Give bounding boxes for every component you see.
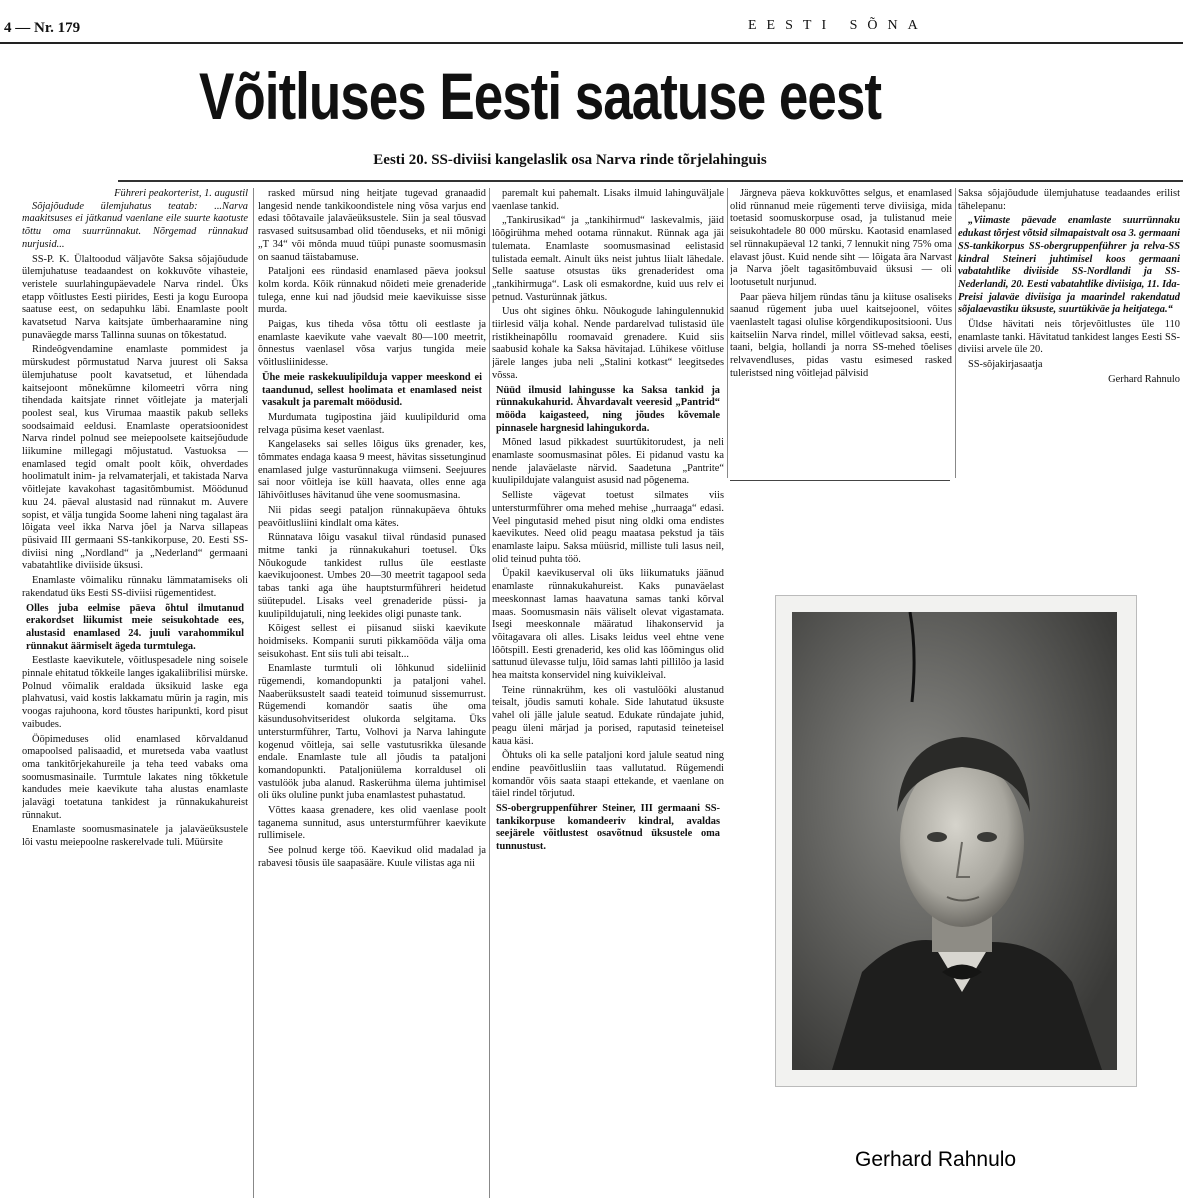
paragraph: Murdumata tugipostina jäid kuulipildurid oma relvaga püsima keset vaenlast. <box>258 411 486 436</box>
paragraph: Järgneva päeva kokkuvõttes selgus, et enamlased olid rünnanud meie rügementi terve diviisiga, mida toetasid soomuskorpuse osad, ja tulistanud meie seisukohtadele 80 000 mürsku. Kaotasid enamlased sel rünnakupäeval 12 tanki, 7 lennukit ning 75% oma elavast jõust. Kuid nende siht — lõigata ära Narvast ja Narva jõelt tagasitõmbuvaid üksusi — oli lootusetult nurjunud. <box>730 188 952 288</box>
paragraph: Eestlaste kaevikutele, võitluspesadele ning soisele pinnale ehitatud tõkkeile langes igakaliibrilisi mürske. Polnud võimalik eraldada üksikuid laske ega plahvatusi, vaid kostis lakkamatu mürin ja ragin, mis voogas rajuhoona, kord tõustes haripunkti, kord pisut vaibudes. <box>22 655 248 730</box>
paragraph: Õhtuks oli ka selle pataljoni kord jalule seatud ning endine peavõitlusliin taas vallutatud. Rügemendi komandör võis saata staapi ettekande, et vaenlane on täiel rindel tõrjutud. <box>492 750 724 800</box>
article-column-1 <box>22 188 248 1198</box>
masthead: EESTI SÕNA <box>748 18 928 33</box>
paragraph: paremalt kui pahemalt. Lisaks ilmuid lahinguväljale vaenlase tankid. <box>492 188 724 212</box>
bold-subhead: Nüüd ilmusid lahingusse ka Saksa tankid ja rünnakukahurid. Ähvardavalt veeresid „Pantrid“ mööda kaigasteed, ning jõudes kõvemale pinnasele hargnesid lahingukorda. <box>496 384 720 434</box>
article-column-5 <box>958 188 1180 473</box>
paragraph: Rindeõgvendamine enamlaste pommidest ja mürskudest põrmustatud Narva juurest oli Saksa ülemjuhatuse poolt kavatsetud, et lühendada kaitsejoont mõnekümne kilomeetri võrra ning tihendada kaitsjate rinnet võitlejate ja materjali poolest seal, kus Virumaa maastik pakub selleks soodsaimaid eeldusi. Enamlaste operatsioonidest Narva rindel polnud see meiepoolsete kaitsejõudude liikumine millegagi mõjustatud. Vastuoksa — enamlased tegid omalt poolt kõik, ohverdades hoolimatult inim- ja relvamaterjali, et takistada Narva võitlejate kavakohast tagasitõmbumist. Möödunud kuu 24. päeval alustasid nad rünnakut m. Auvere sopist, et välja tungida Soome laheni ning tagalast ära lõigata veel ikka Narva jõel ja Narva sillapeas püsivaid III germaani SS-tankikorpuse, 20. Eesti SS-diviisi ning „Nordland“ ja „Nederland“ germaani vabatahtlike diviiside üksusi. <box>22 344 248 572</box>
paragraph: Enamlaste võimaliku rünnaku lämmatamiseks oli rakendatud üks Eesti SS-diviisi rügementidest. <box>22 575 248 599</box>
lead-paragraph: Sõjajõudude ülemjuhatus teatab: ...Narva maakitsuses ei jätkanud vaenlane eile suurte kaotuste tõttu oma suurrünnakut. Nõrgemad rünnakud nurjusid... <box>22 200 248 250</box>
article-column-2 <box>258 188 486 1198</box>
bold-subhead: Ühe meie raskekuulipilduja vapper meeskond ei taandunud, sellest hoolimata et enamlased neist vasakult ja paremalt möödusid. <box>262 371 482 409</box>
issue-number: 4 — Nr. 179 <box>4 20 81 36</box>
paragraph: Pataljoni ees ründasid enamlased päeva jooksul kolm korda. Kõik rünnakud nõideti meie grenaderide tulega, enne kui nad jõudsid meie kaevikuisse sisse murda. <box>258 266 486 316</box>
paragraph: Paar päeva hiljem ründas tänu ja kiituse osaliseks saanud rügement juba uuel kaitsejoonel, võites vaenlastelt tagasi olulise kõrgendikupositsiooni. Uus kaitseliin Narva rindel, millel võitlevad saksa, eesti, taani, belgia, hollandi ja norra SS-mehed tõelises relvavendluses, pidas vastu esimesed rasked tuleristsed ning võitlejad pälvisid <box>730 291 952 379</box>
top-rule <box>0 42 1183 44</box>
paragraph: SS-P. K. Ülaltoodud väljavõte Saksa sõjajõudude ülemjuhatuse teadaandest on kokkuvõte vihasteie, veristele suurlahingupäevadele Narva rindel. Üks etapp võitlustes Eesti piirides, Eesti ja kogu Euroopa saatuse eest, on sedapuhku läbi. Enamlaste poolt kavatsetud Narva kaitsjate ümberhaaramine ning punaväegde marss Tallinna suunas on tõkestatud. <box>22 253 248 341</box>
paragraph: „Tankirusikad“ ja „tankihirmud“ laskevalmis, jäid lõõgirühma mehed ootama rünnakut. Rünnak aga jäi tulemata. Enamlaste soomusmasinad eelistasid tulistada eemalt. Ainult üks neist juhtus liialt lähedale. Selle saatuse otsustas üks grenaderidest oma „tankihirmuga“. Lask oli esmakordne, kuid uus relv ei petnud. Vasturünnak jätkus. <box>492 215 724 303</box>
byline-role: SS-sõjakirjasaatja <box>968 359 1043 371</box>
paragraph: Üldse hävitati neis tõrjevõitlustes üle 110 enamlaste tanki. Hävitatud tankidest langes Eesti SS-diviisi arvele üle 20. <box>958 319 1180 356</box>
paragraph: Selliste vägevat toetust silmates viis untersturmführer oma mehed mehise „hurraaga“ edasi. Veel pingutasid mehed pisut ning oldki oma endistes kaevikutes. Need olid peagu maatasa pekstud ja täis enamlaste laipu. Saksa müüsrid, milliste tuli lasus neil, olid teinud puhta töö. <box>492 490 724 565</box>
article-column-3 <box>492 188 724 1198</box>
article-column-4 <box>730 188 952 473</box>
paragraph: Uus oht sigines õhku. Nõukogude lahingulennukid tiirlesid välja kohal. Nende pardarelvad tulistasid üle ristikheinapõllu roomavaid grenadere. Kuid siis saabusid kohale ka Saksa hävitajad. Lühikese võitluse järele langes juba neli „Stalini kotkast“ leegitsedes võssa. <box>492 306 724 381</box>
bold-subhead: Olles juba eelmise päeva õhtul ilmutanud erakordset liikumist meie seisukohtade ees, alustasid enamlased 24. juuli varahommikul rünnakut äärmiselt ägeda turmtulega. <box>26 602 244 652</box>
column-divider <box>955 188 956 478</box>
paragraph: Teine rünnakrühm, kes oli vastulööki alustanud teisalt, jõudis samuti kohale. Side lahutatud üksuste vahel oli jälle jalule seatud. Edukate ründajate juhid, peagu üleni märjad ja porised, raputasid teineteisel kaua käsi. <box>492 684 724 747</box>
paragraph: rasked mürsud ning heitjate tugevad granaadid langesid nende tankikoondistele ning võsa varjus end edasi tõõtavaile jalaväeüksustele. Siin ja seal tõusvad rasvased suitsusambad olid tõenduseks, et nii mõnigi „T 34“ või mõnda muud tüüpi punaste soomusmasin on saanud täistabamuse. <box>258 188 486 263</box>
paragraph: Enamlaste soomusmasinatele ja jalaväeüksustele lõi vastu meiepoolne raskerelvade tuli. Müürsite <box>22 824 248 849</box>
paragraph: Ööpimeduses olid enamlased kõrvaldanud omapoolsed palisaadid, et muretseda vaba vaatlust oma tankitõrjekahureile ja teha teed vabaks oma soomusmasinaile. Turmtule lakates ning tõkketule kandudes meie kaevikute taha alustas enamlaste jalavägi toetatuna tankidest ja rünnakukahureist rünnakut. <box>22 733 248 821</box>
bold-subhead: SS-obergruppenführer Steiner, III germaani SS-tankikorpuse komandeeriv kindral, avaldas seejärele võitlustest osavõtnud üksustele oma tunnustust. <box>496 803 720 853</box>
column-end-rule <box>730 480 950 481</box>
column-divider <box>727 188 728 478</box>
paragraph: Saksa sõjajõudude ülemjuhatuse teadaandes erilist tähelepanu: <box>958 188 1180 212</box>
paragraph: See polnud kerge töö. Kaevikud olid madalad ja rabavesi tõusis üle saapasääre. Kuule vilistas aga nii <box>258 845 486 869</box>
paragraph: Üpakil kaevikuserval oli üks liikumatuks jäänud enamlaste rünnakukahureist. Kaks punaväelast meeskonnast lamas haavatuna samas tanki kõrval maas. Soomusmasin näis väliselt olevat vigastamata. Isegi meeskonnale määratud lihakonservid ja võitagavara oli alles. Lisaks leidus veel ehtne vene lõõtspill. Eesti grenaderid, kes olid kas lõõmingus olid sattunud ülevasse tulju, lõid samas lahti pillilõo ja lasid hea maitsta konservidel ning kuivikleival. <box>492 568 724 682</box>
byline-name: Gerhard Rahnulo <box>1108 373 1180 385</box>
paragraph: Mõned lasud pikkadest suurtükitorudest, ja neli enamlaste soomusmasinat põles. Ei pidanud vastu ka nende jalaväelaste närvid. Saadetuna „Pantrite“ kuulipildujate valanguist asusid nad põgenema. <box>492 437 724 487</box>
paragraph: Enamlaste turmtuli oli lõhkunud sideliinid rügemendi, komandopunkti ja pataljoni vahel. Naaberüksustelt saadi teateid toimunud sissemurrust. Rügemendi komandör saatis ühe oma käsundusohvitseridest olukorda selgitama. Üks untersturmführer, Tartu, Volhovi ja Narva lahingute kogenud võitleja, sai selle vastutusrikka ülesande endale. Enamlaste tule all jõudis ta pataljoni komandopunkti. Pataljoniülema korraldusel oli vastulöök juba alanud. Raskerühma ülema juhtimisel oli üks oluline punkt juba enamlastest puhastatud. <box>258 663 486 802</box>
dateline: Führeri peakorterist, 1. augustil <box>114 188 248 199</box>
headline: Võitluses Eesti saatuse eest <box>199 60 881 134</box>
column-divider <box>489 188 490 1198</box>
portrait-photo <box>792 612 1117 1070</box>
headline-rule <box>118 180 1183 182</box>
portrait-image <box>792 612 1117 1070</box>
paragraph: Kõigest sellest ei piisanud siiski kaevikute hoidmiseks. Kompanii suruti pikkamööda välja oma seisukohast. Ent siis tuli abi teisalt... <box>258 623 486 660</box>
quote-paragraph: „Viimaste päevade enamlaste suurrünnaku edukast tõrjest võtsid silmapaistvalt osa 3. germaani SS-tankikorpus SS-obergruppenführer ja relva-SS kindral Steineri juhtimisel koos germaani vabatahtlike diviiside SS-Nordlandi ja SS-Nederlandi, 20. Eesti vabatahtlike diviisiga, 11. Ida-Preisi jalaväe diviisiga ja maarindel rakendatud sõjalaevastiku üksuste, suurtükiväe ja heitjatega.“ <box>958 215 1180 316</box>
paragraph: Võttes kaasa grenadere, kes olid vaenlase poolt taganema sunnitud, asus untersturmführer kaevikute rullimisele. <box>258 805 486 842</box>
column-divider <box>253 188 254 1198</box>
photo-caption: Gerhard Rahnulo <box>855 1148 1017 1171</box>
paragraph: Paigas, kus tiheda võsa tõttu oli eestlaste ja enamlaste kaevikute vahe vaevalt 80—100 meetrit, õnnestus vaenlasel võsa varjus tungida meie võitlusliinidesse. <box>258 319 486 369</box>
paragraph: Kangelaseks sai selles lõigus üks grenader, kes, tõmmates endaga kaasa 9 meest, hävitas sissetunginud enamlased julge vasturünnakuga viimseni. Seejuures sai noor võitleja ise küll haavata, olles enne aga lähivõitluses hävitanud ühe vene soomusmasina. <box>258 439 486 502</box>
paragraph: Rünnatava lõigu vasakul tiival ründasid punased mitme tanki ja rünnakukahuri toetusel. Üks Nõukogude tankidest rullus üle eestlaste kaevikujoonest. Umbes 20—30 meetrit tagapool seda tabas tanki aga ühe hauptsturmführeri heidetud süütepudel. Lisaks veel grenaderide püssi- ja kuulipildujatuli, ning leekides oligi punaste tank. <box>258 532 486 620</box>
subtitle: Eesti 20. SS-diviisi kangelaslik osa Narva rinde tõrjelahinguis <box>373 152 767 168</box>
paragraph: Nii pidas seegi pataljon rünnakupäeva õhtuks peavõitlusliini kindlalt oma kätes. <box>258 504 486 529</box>
